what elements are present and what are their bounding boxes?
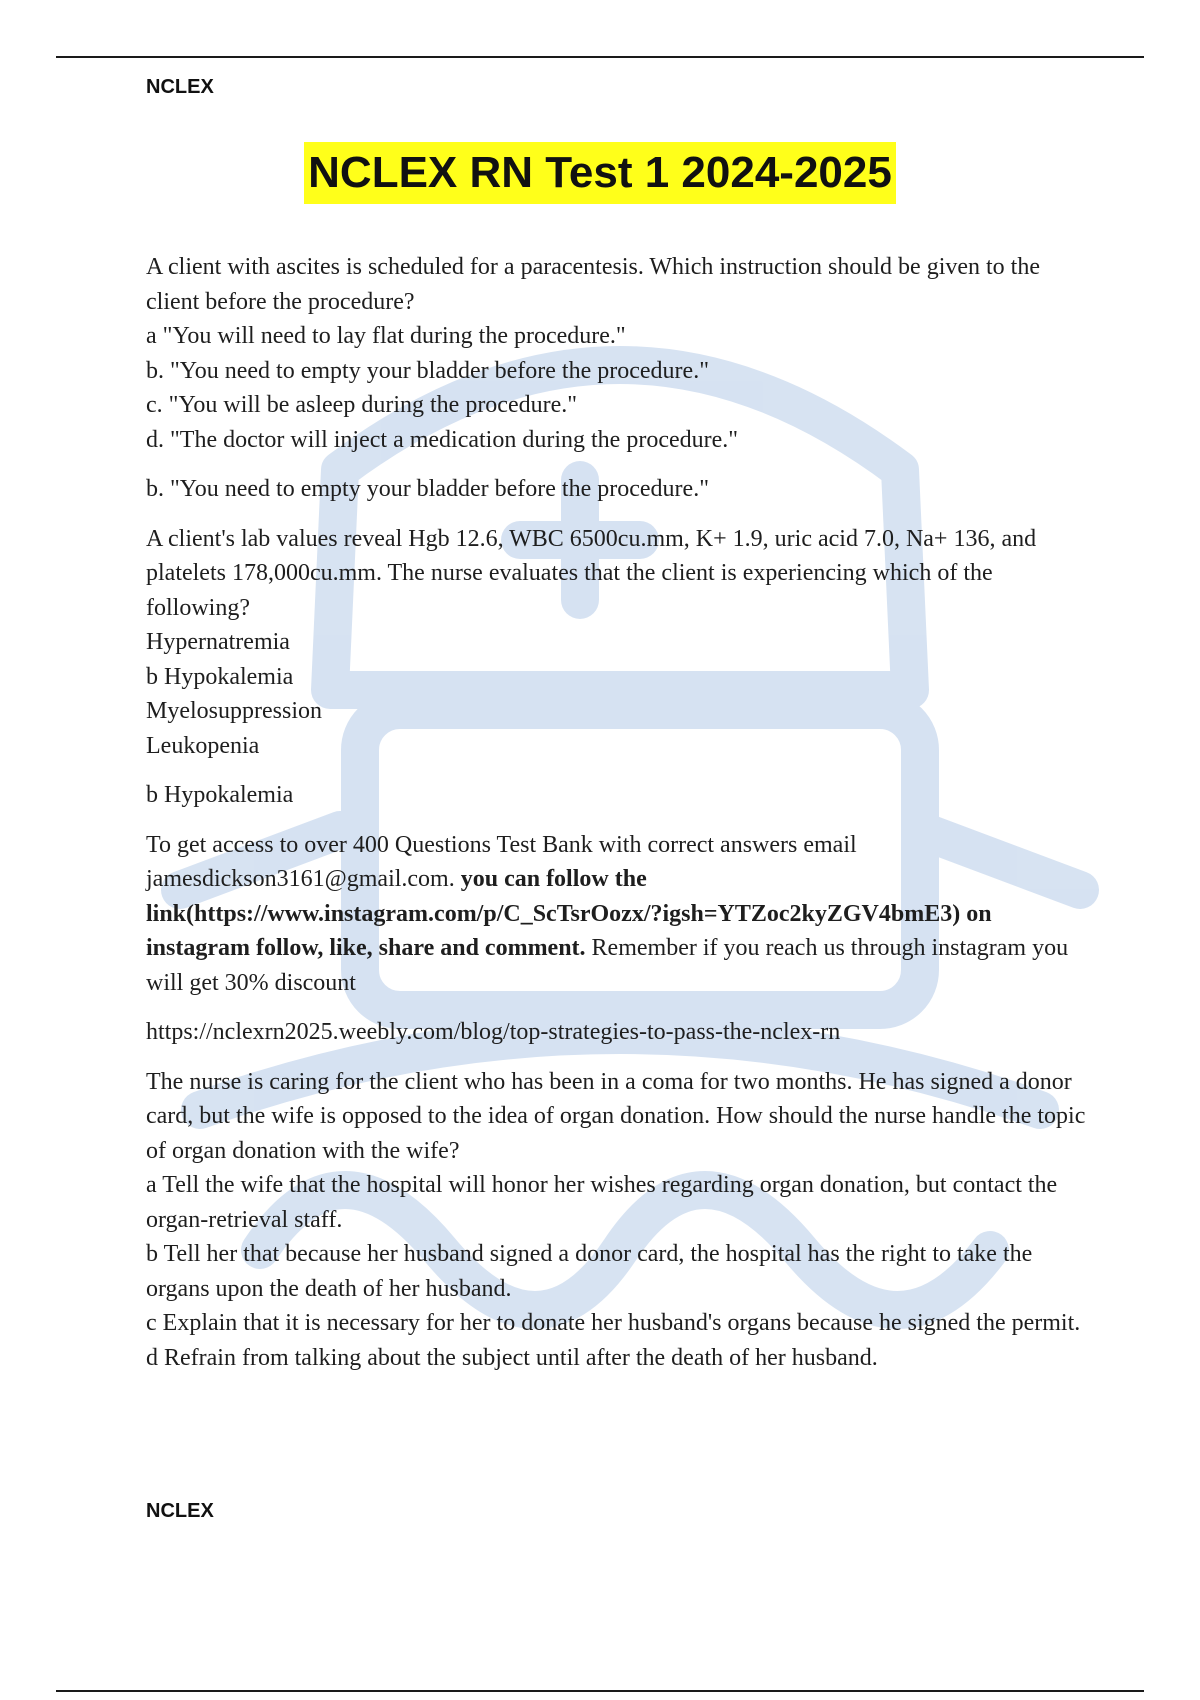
option-item: d. "The doctor will inject a medication during the procedure.": [146, 426, 739, 453]
option-item: Hypernatremia: [146, 629, 290, 655]
option-item: b. "You need to empty your bladder before the procedure.": [146, 357, 709, 384]
promo-text-start: To get access to over 400 Questions Test Bank with correct answers email jamesdickson3161@gmail.com.: [146, 831, 857, 892]
promo-instagram-link[interactable]: you can follow the link(https://www.instagram.com/p/C_ScTsrOozx/?igsh=YTZoc2kyZGV4bmE3) on instagram follow, like, share and comment.: [146, 866, 992, 961]
header-label: NCLEX: [146, 76, 214, 98]
option-item: Myelosuppression: [146, 698, 322, 724]
option-item: c Explain that it is necessary for her to donate her husband's organs because he signed the permit.: [146, 1310, 1081, 1336]
answer-1: b. "You need to empty your bladder before the procedure.": [146, 476, 709, 502]
question-1: [146, 250, 1096, 457]
title-container: [0, 142, 1200, 204]
bottom-rule: [56, 1690, 1144, 1692]
top-rule: [56, 56, 1144, 58]
footer-label: NCLEX: [146, 1500, 214, 1522]
question-3: [146, 1065, 1096, 1376]
option-item: a Tell the wife that the hospital will honor her wishes regarding organ donation, but contact the organ-retrieval staff.: [146, 1172, 1058, 1233]
document-title: NCLEX RN Test 1 2024-2025: [304, 142, 896, 204]
promo-text-end: Remember if you reach us through instagram you will get 30% discount: [146, 935, 1069, 996]
question-2: [146, 522, 1096, 764]
promo-url-link[interactable]: https://nclexrn2025.weebly.com/blog/top-strategies-to-pass-the-nclex-rn: [146, 1019, 841, 1045]
option-item: a "You will need to lay flat during the procedure.": [146, 323, 626, 349]
question-stem: A client with ascites is scheduled for a paracentesis. Which instruction should be given to the client before the procedure?: [146, 254, 1040, 315]
promo-paragraph: [146, 828, 1096, 1001]
question-stem: The nurse is caring for the client who has been in a coma for two months. He has signed a donor card, but the wife is opposed to the idea of organ donation. How should the nurse handle the topic of organ donation with the wife?: [146, 1068, 1086, 1164]
document-body: [146, 250, 1096, 1390]
option-item: d Refrain from talking about the subject until after the death of her husband.: [146, 1344, 878, 1371]
question-stem: A client's lab values reveal Hgb 12.6, WBC 6500cu.mm, K+ 1.9, uric acid 7.0, Na+ 136, and platelets 178,000cu.mm. The nurse evaluates that the client is experiencing which of the following?: [146, 525, 1037, 621]
option-item: Leukopenia: [146, 732, 260, 759]
option-item: b Tell her that because her husband signed a donor card, the hospital has the right to take the organs upon the death of her husband.: [146, 1241, 1033, 1302]
answer-2: b Hypokalemia: [146, 782, 294, 808]
option-item: c. "You will be asleep during the procedure.": [146, 392, 578, 418]
option-item: b Hypokalemia: [146, 663, 294, 690]
